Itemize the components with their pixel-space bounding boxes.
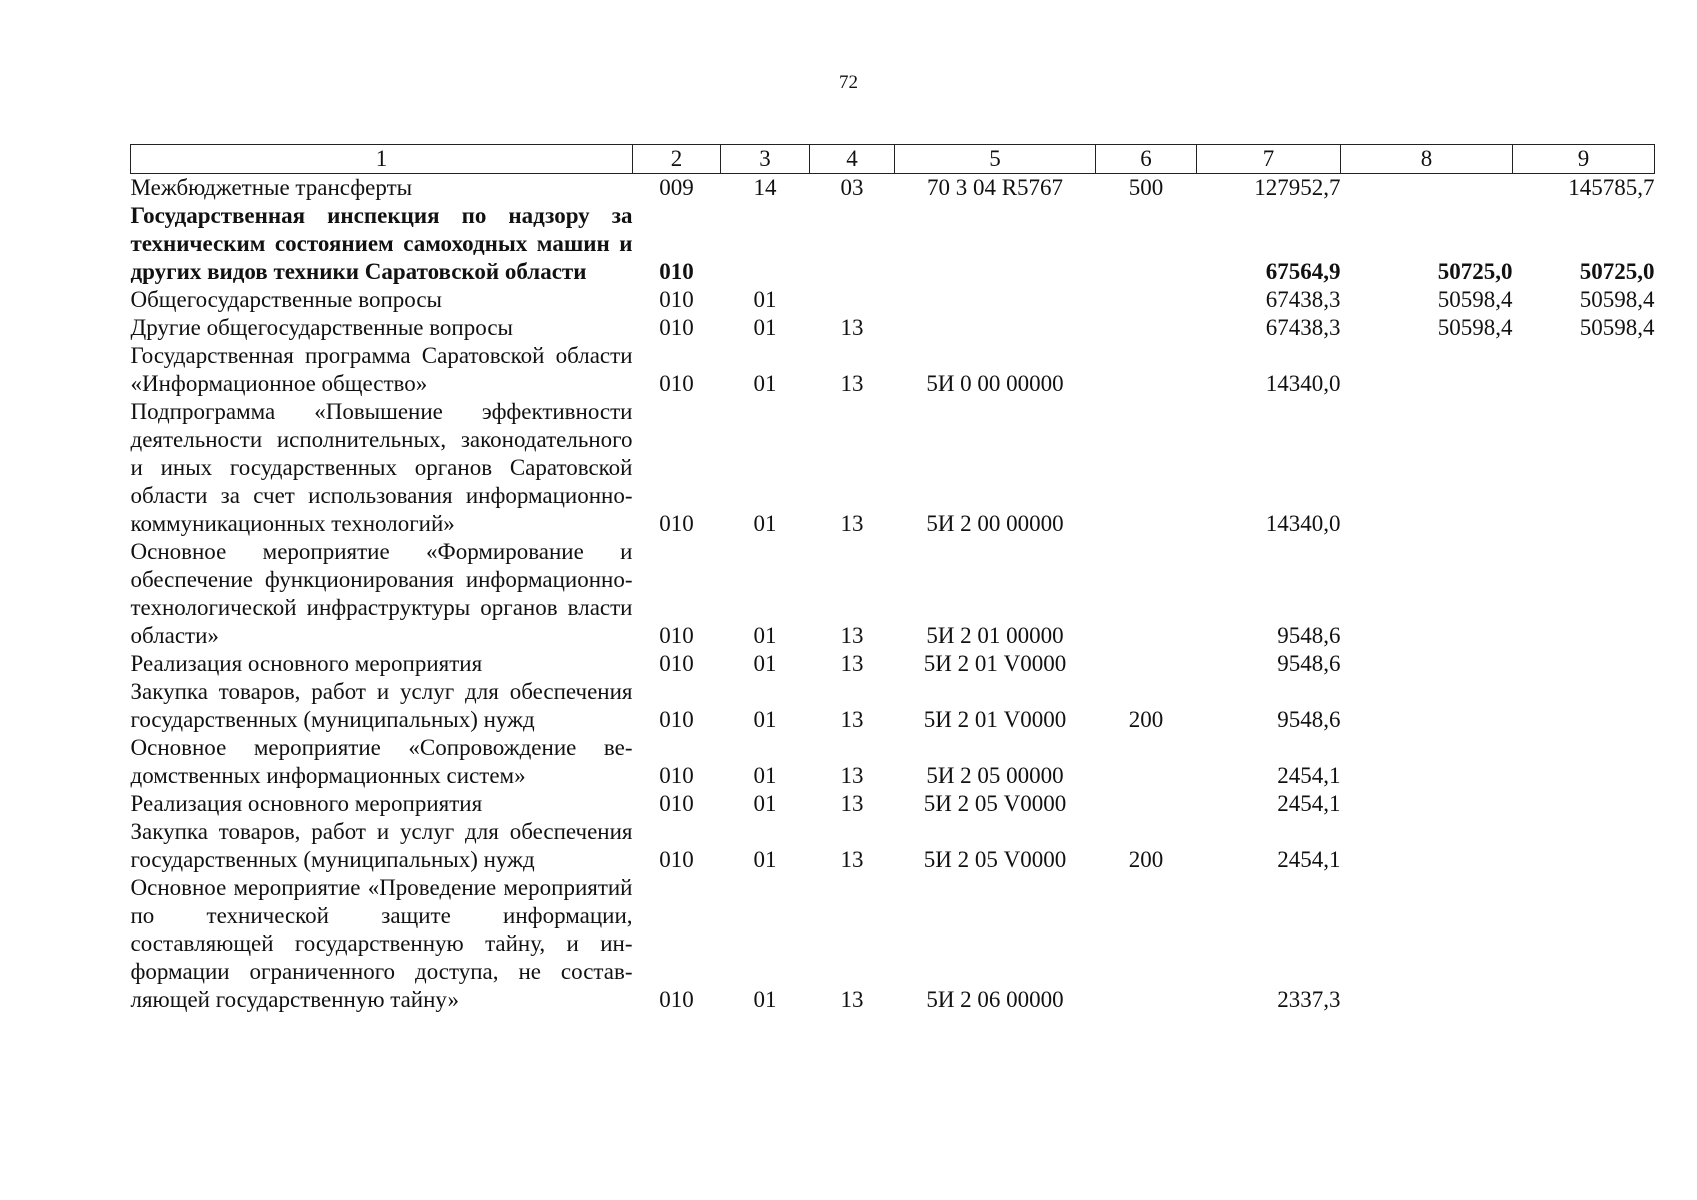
table-header xyxy=(131,145,1655,174)
cell-target-article-code xyxy=(895,286,1096,314)
cell-department-code: 010 xyxy=(659,791,694,816)
cell-section-code: 01 xyxy=(753,315,777,340)
cell-amount-col7: 2454,1 xyxy=(1277,791,1341,816)
cell-amount-col8: 50598,4 xyxy=(1437,315,1513,340)
cell-target-article-code: 5И 0 00 00000 xyxy=(926,371,1064,396)
cell-section-code: 01 xyxy=(753,287,777,312)
table-row xyxy=(131,398,1655,538)
cell-subsection-code: 13 xyxy=(840,791,864,816)
row-name: Межбюджетные трансферты xyxy=(130,175,413,200)
cell-department-code: 010 xyxy=(659,847,694,872)
cell-amount-col9 xyxy=(1513,734,1655,790)
cell-amount-col8 xyxy=(1341,538,1513,650)
cell-subsection-code: 13 xyxy=(840,707,864,732)
cell-amount-col7: 9548,6 xyxy=(1277,707,1341,732)
cell-subsection-code: 13 xyxy=(840,987,864,1012)
cell-expense-type-code: 200 xyxy=(1128,847,1164,872)
cell-expense-type-code xyxy=(1096,790,1197,818)
table-row xyxy=(131,342,1655,398)
cell-section-code: 14 xyxy=(753,175,777,200)
cell-expense-type-code xyxy=(1096,734,1197,790)
cell-section-code: 01 xyxy=(753,511,777,536)
cell-expense-type-code xyxy=(1096,286,1197,314)
cell-amount-col7: 2454,1 xyxy=(1277,763,1341,788)
table-row xyxy=(131,286,1655,314)
cell-section-code: 01 xyxy=(753,987,777,1012)
cell-target-article-code: 5И 2 00 00000 xyxy=(926,511,1064,536)
cell-target-article-code: 5И 2 01 00000 xyxy=(926,623,1064,648)
cell-department-code: 010 xyxy=(659,623,694,648)
cell-expense-type-code: 500 xyxy=(1128,175,1164,200)
cell-amount-col8 xyxy=(1341,790,1513,818)
cell-target-article-code: 5И 2 01 V0000 xyxy=(923,651,1067,676)
column-header-1: 1 xyxy=(131,145,633,174)
cell-amount-col8 xyxy=(1341,818,1513,874)
table-row xyxy=(131,538,1655,650)
cell-department-code: 010 xyxy=(659,315,694,340)
cell-amount-col9 xyxy=(1513,818,1655,874)
row-name: Другие общегосударственные вопросы xyxy=(130,315,513,340)
cell-department-code: 010 xyxy=(659,763,694,788)
cell-subsection-code: 13 xyxy=(840,763,864,788)
cell-section-code: 01 xyxy=(753,763,777,788)
cell-subsection-code: 13 xyxy=(840,623,864,648)
row-name: Реализация основного мероприятия xyxy=(130,791,483,816)
cell-department-code: 010 xyxy=(659,371,694,396)
cell-amount-col8: 50725,0 xyxy=(1437,259,1513,284)
row-name: Реализация основного мероприятия xyxy=(130,651,483,676)
table-body xyxy=(131,174,1655,1015)
cell-amount-col9 xyxy=(1513,650,1655,678)
cell-subsection-code: 03 xyxy=(840,175,864,200)
cell-amount-col8 xyxy=(1341,650,1513,678)
row-name: Подпрограмма «Повышение эффективности деятельности исполнительных, законодательного и иных государственных органов Саратовской области за счет использования информационно-коммуникационных технологий» xyxy=(130,399,633,536)
cell-amount-col7: 127952,7 xyxy=(1254,175,1341,200)
cell-section-code: 01 xyxy=(753,791,777,816)
cell-target-article-code xyxy=(895,202,1096,286)
cell-section-code: 01 xyxy=(753,847,777,872)
cell-amount-col8 xyxy=(1341,342,1513,398)
cell-department-code: 009 xyxy=(659,175,694,200)
table-row xyxy=(131,174,1655,203)
cell-amount-col9: 50598,4 xyxy=(1579,287,1655,312)
column-header-8: 8 xyxy=(1341,145,1513,174)
page-number: 72 xyxy=(839,72,858,93)
cell-subsection-code xyxy=(810,202,895,286)
cell-target-article-code: 70 3 04 R5767 xyxy=(926,175,1064,200)
row-name: Общегосударственные вопросы xyxy=(130,287,442,312)
cell-amount-col7: 9548,6 xyxy=(1277,623,1341,648)
cell-amount-col9 xyxy=(1513,538,1655,650)
cell-amount-col7: 2337,3 xyxy=(1277,987,1341,1012)
cell-amount-col8 xyxy=(1341,174,1513,203)
cell-amount-col8 xyxy=(1341,678,1513,734)
table-row xyxy=(131,874,1655,1014)
row-name: Закупка товаров, работ и услуг для обеспечения государственных (муниципальных) нужд xyxy=(130,819,633,872)
cell-department-code: 010 xyxy=(659,511,694,536)
row-name: Основное мероприятие «Сопровождение ведомственных информационных систем» xyxy=(130,735,633,788)
cell-department-code: 010 xyxy=(659,651,694,676)
cell-subsection-code: 13 xyxy=(840,315,864,340)
table-row xyxy=(131,790,1655,818)
column-header-2: 2 xyxy=(633,145,721,174)
cell-amount-col7: 14340,0 xyxy=(1265,371,1341,396)
cell-amount-col7: 67438,3 xyxy=(1265,287,1341,312)
cell-amount-col7: 67438,3 xyxy=(1265,315,1341,340)
cell-subsection-code: 13 xyxy=(840,371,864,396)
cell-amount-col9 xyxy=(1513,398,1655,538)
table-row xyxy=(131,650,1655,678)
budget-table xyxy=(130,144,1655,1014)
column-header-9: 9 xyxy=(1513,145,1655,174)
cell-section-code: 01 xyxy=(753,651,777,676)
cell-target-article-code: 5И 2 05 V0000 xyxy=(923,791,1067,816)
cell-amount-col7: 9548,6 xyxy=(1277,651,1341,676)
cell-expense-type-code xyxy=(1096,342,1197,398)
cell-amount-col8 xyxy=(1341,734,1513,790)
table-row xyxy=(131,202,1655,286)
cell-amount-col9 xyxy=(1513,342,1655,398)
cell-amount-col7: 67564,9 xyxy=(1265,259,1341,284)
cell-subsection-code: 13 xyxy=(840,847,864,872)
cell-target-article-code xyxy=(895,314,1096,342)
cell-expense-type-code: 200 xyxy=(1128,707,1164,732)
row-name: Основное мероприятие «Проведение мероприятий по технической защите информации, составляющей государственную тайну, и информации ограниченного доступа, не составляющей государственную тайну» xyxy=(130,875,633,1012)
row-name: Государственная программа Саратовской области «Информационное общество» xyxy=(130,343,633,396)
cell-target-article-code: 5И 2 05 V0000 xyxy=(923,847,1067,872)
cell-section-code: 01 xyxy=(753,707,777,732)
cell-amount-col9: 50598,4 xyxy=(1579,315,1655,340)
cell-amount-col8 xyxy=(1341,874,1513,1014)
cell-section-code xyxy=(721,202,810,286)
cell-amount-col8: 50598,4 xyxy=(1437,287,1513,312)
cell-subsection-code xyxy=(810,286,895,314)
column-header-3: 3 xyxy=(721,145,810,174)
cell-target-article-code: 5И 2 01 V0000 xyxy=(923,707,1067,732)
cell-department-code: 010 xyxy=(659,287,694,312)
row-name: Государственная инспекция по надзору за техническим состоянием самоходных машин и других видов техники Саратовской области xyxy=(130,203,633,284)
cell-target-article-code: 5И 2 05 00000 xyxy=(926,763,1064,788)
cell-amount-col9: 145785,7 xyxy=(1568,175,1655,200)
cell-amount-col8 xyxy=(1341,398,1513,538)
cell-target-article-code: 5И 2 06 00000 xyxy=(926,987,1064,1012)
cell-amount-col7: 2454,1 xyxy=(1277,847,1341,872)
cell-department-code: 010 xyxy=(659,987,694,1012)
row-name: Основное мероприятие «Формирование и обеспечение функционирования информационно-технологической инфраструктуры органов власти области» xyxy=(130,539,633,648)
cell-subsection-code: 13 xyxy=(840,511,864,536)
cell-amount-col9 xyxy=(1513,790,1655,818)
cell-expense-type-code xyxy=(1096,202,1197,286)
table-row xyxy=(131,818,1655,874)
cell-expense-type-code xyxy=(1096,650,1197,678)
header-row xyxy=(131,145,1655,174)
cell-expense-type-code xyxy=(1096,538,1197,650)
cell-department-code: 010 xyxy=(659,259,694,284)
cell-department-code: 010 xyxy=(659,707,694,732)
cell-subsection-code: 13 xyxy=(840,651,864,676)
cell-expense-type-code xyxy=(1096,314,1197,342)
cell-expense-type-code xyxy=(1096,874,1197,1014)
table-row xyxy=(131,678,1655,734)
table-row xyxy=(131,314,1655,342)
cell-amount-col9 xyxy=(1513,874,1655,1014)
column-header-4: 4 xyxy=(810,145,895,174)
column-header-5: 5 xyxy=(895,145,1096,174)
table-row xyxy=(131,734,1655,790)
row-name: Закупка товаров, работ и услуг для обеспечения государственных (муниципальных) нужд xyxy=(130,679,633,732)
cell-expense-type-code xyxy=(1096,398,1197,538)
column-header-6: 6 xyxy=(1096,145,1197,174)
cell-section-code: 01 xyxy=(753,371,777,396)
cell-amount-col7: 14340,0 xyxy=(1265,511,1341,536)
column-header-7: 7 xyxy=(1197,145,1341,174)
cell-section-code: 01 xyxy=(753,623,777,648)
cell-amount-col9 xyxy=(1513,678,1655,734)
cell-amount-col9: 50725,0 xyxy=(1579,259,1655,284)
